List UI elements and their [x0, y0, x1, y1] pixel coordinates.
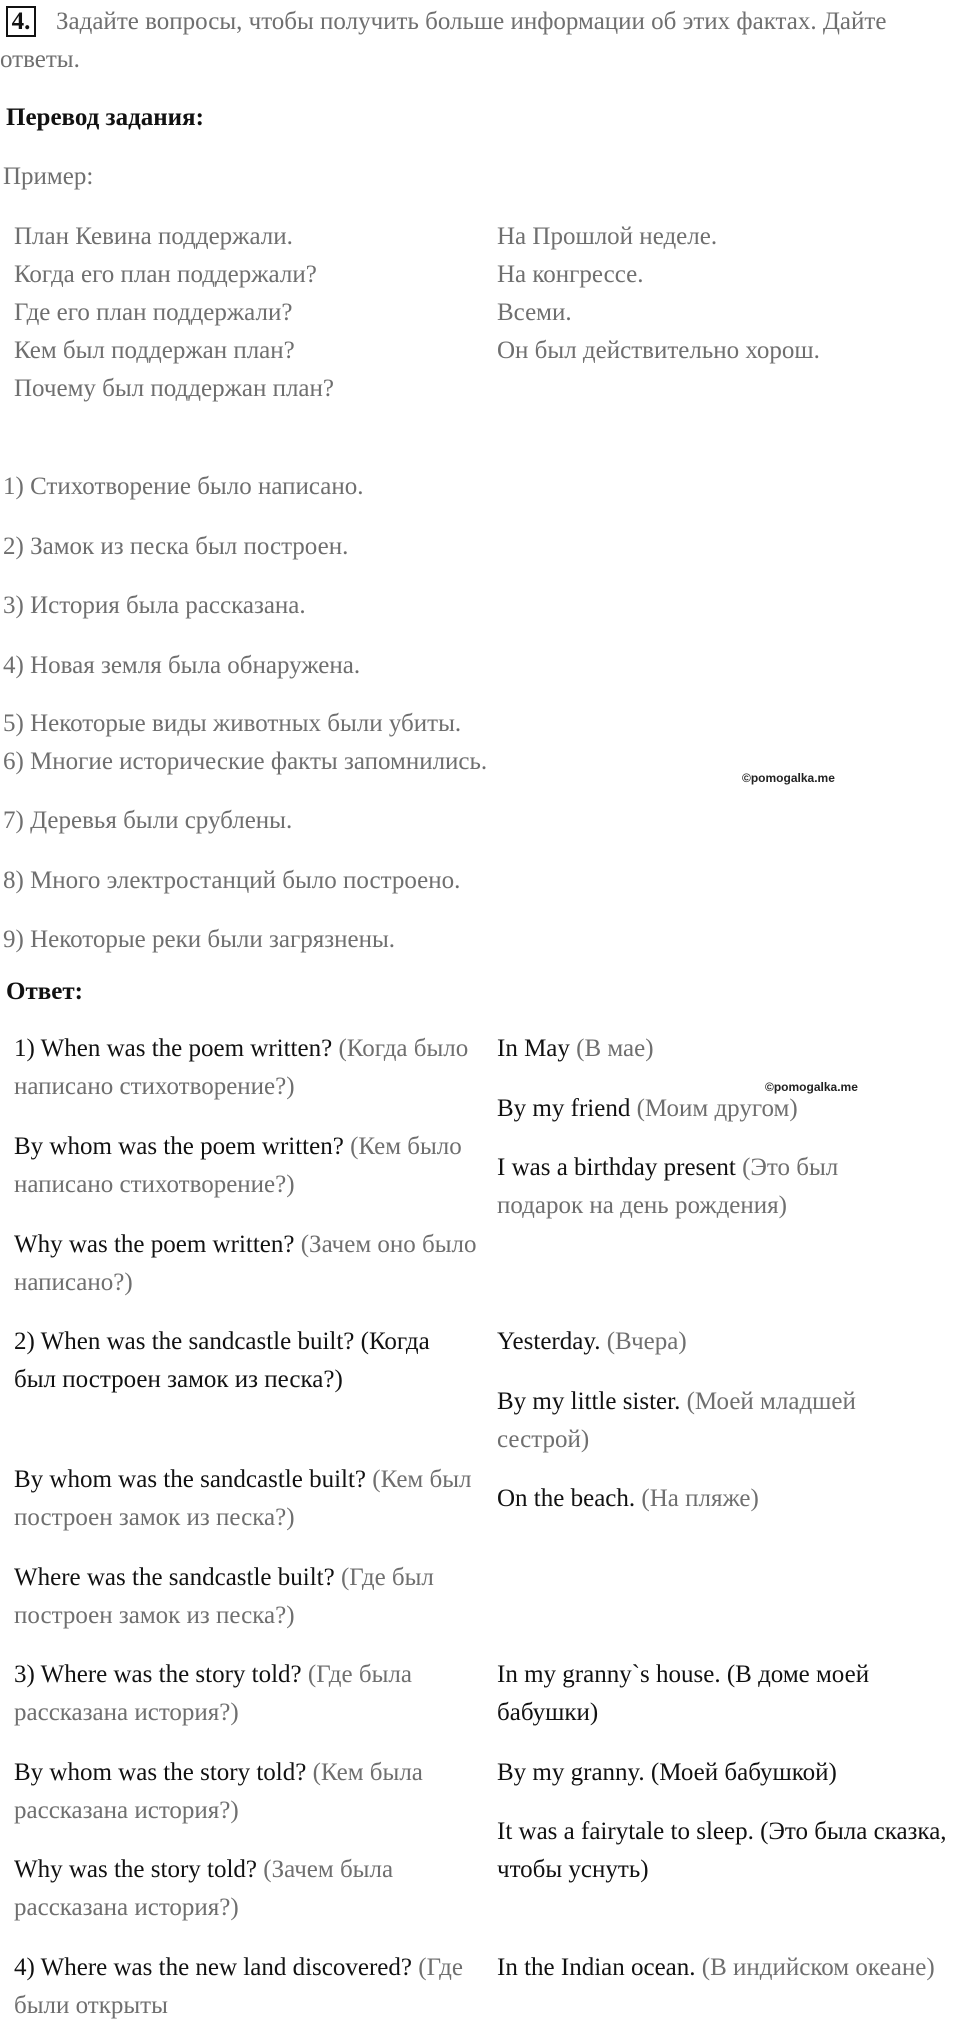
answer-2c	[497, 1480, 947, 1518]
answer-text: By my friend	[497, 1095, 631, 1122]
fact-item: 8) Много электростанций было построено.	[3, 867, 461, 894]
question-translation: (Кем была рассказана история?)	[14, 1759, 423, 1824]
answer-1a	[497, 1030, 947, 1068]
answer-text: On the beach.	[497, 1485, 636, 1512]
answer-text: It was a fairytale to sleep. (Это была сказка, чтобы уснуть)	[497, 1818, 947, 1883]
question-text: By whom was the poem written?	[14, 1133, 344, 1160]
question-1c	[14, 1226, 484, 1302]
answer-text: In my granny`s house. (В доме моей бабушки)	[497, 1661, 870, 1726]
fact-item: 6) Многие исторические факты запомнились.	[3, 748, 488, 775]
task-number: 4.	[6, 6, 36, 37]
question-3a	[14, 1656, 484, 1732]
question-translation: (Кем был построен замок из песка?)	[14, 1466, 472, 1531]
answer-translation: (В мае)	[569, 1035, 654, 1062]
question-3b	[14, 1754, 484, 1830]
answer-text: Yesterday.	[497, 1328, 601, 1355]
example-left-column	[14, 218, 334, 408]
example-right-line: На конгрессе.	[497, 261, 644, 288]
question-1b	[14, 1128, 484, 1204]
fact-item: 3) История была рассказана.	[3, 592, 306, 619]
question-translation: (Зачем оно было написано?)	[14, 1231, 477, 1296]
fact-item: 2) Замок из песка был построен.	[3, 533, 349, 560]
example-right-line: Он был действительно хорош.	[497, 337, 820, 364]
question-text: 1) When was the poem written?	[14, 1035, 333, 1062]
answer-translation: (Моим другом)	[630, 1095, 798, 1122]
answer-1c	[497, 1149, 927, 1225]
question-2b	[14, 1461, 484, 1537]
question-1a	[14, 1030, 484, 1106]
example-right-line: Всеми.	[497, 299, 572, 326]
question-text: By whom was the story told?	[14, 1759, 307, 1786]
fact-item: 4) Новая земля была обнаружена.	[3, 652, 361, 679]
answer-text: In May	[497, 1035, 570, 1062]
answer-3c	[497, 1813, 947, 1889]
question-3c	[14, 1851, 484, 1927]
answer-translation: (Вчера)	[600, 1328, 687, 1355]
watermark-text: ©pomogalka.me	[742, 771, 835, 785]
answer-3a	[497, 1656, 947, 1732]
answer-1b	[497, 1090, 947, 1128]
example-left-line: Почему был поддержан план?	[14, 375, 335, 402]
question-2c	[14, 1559, 484, 1635]
answer-text: By my granny. (Моей бабушкой)	[497, 1759, 837, 1786]
answer-text: By my little sister.	[497, 1388, 681, 1415]
question-text: Why was the story told?	[14, 1856, 258, 1883]
task-instruction: Задайте вопросы, чтобы получить больше информации об этих фактах. Дайте ответы.	[0, 8, 887, 73]
example-right-column	[497, 218, 820, 370]
question-text: Why was the poem written?	[14, 1231, 295, 1258]
question-translation: (Где был построен замок из песка?)	[14, 1564, 434, 1629]
question-text: By whom was the sandcastle built?	[14, 1466, 367, 1493]
example-label: Пример:	[3, 163, 94, 190]
answer-translation: (Моей младшей сестрой)	[497, 1388, 856, 1453]
question-translation: (Когда было написано стихотворение?)	[14, 1035, 469, 1100]
watermark-text: ©pomogalka.me	[765, 1080, 858, 1094]
answer-translation: (В индийском океане)	[695, 1954, 935, 1981]
question-text: Where was the sandcastle built?	[14, 1564, 335, 1591]
answer-3b	[497, 1754, 947, 1792]
example-left-line: План Кевина поддержали.	[14, 223, 293, 250]
answer-2b	[497, 1383, 947, 1459]
question-text: 2) When was the sandcastle built? (Когда был построен замок из песка?)	[14, 1328, 430, 1393]
question-text: 3) Where was the story told?	[14, 1661, 302, 1688]
answer-translation: (На пляже)	[635, 1485, 759, 1512]
question-translation: (Где были открыты	[14, 1954, 463, 2019]
answer-text: In the Indian ocean.	[497, 1954, 696, 1981]
question-2a	[14, 1323, 444, 1399]
answer-heading: Ответ:	[6, 978, 83, 1005]
question-translation: (Где была рассказана история?)	[14, 1661, 412, 1726]
question-4a	[14, 1949, 484, 2025]
answer-text: I was a birthday present	[497, 1154, 736, 1181]
translation-heading: Перевод задания:	[6, 104, 204, 131]
question-translation: (Зачем была рассказана история?)	[14, 1856, 394, 1921]
answer-4a	[497, 1949, 947, 1987]
fact-item: 9) Некоторые реки были загрязнены.	[3, 926, 396, 953]
example-left-line: Где его план поддержали?	[14, 299, 293, 326]
example-left-line: Когда его план поддержали?	[14, 261, 317, 288]
answer-translation: (Это был подарок на день рождения)	[497, 1154, 839, 1219]
fact-item: 7) Деревья были срублены.	[3, 807, 293, 834]
fact-item: 5) Некоторые виды животных были убиты.	[3, 710, 462, 737]
question-text: 4) Where was the new land discovered?	[14, 1954, 412, 1981]
question-translation: (Кем было написано стихотворение?)	[14, 1133, 462, 1198]
answer-2a	[497, 1323, 947, 1361]
example-right-line: На Прошлой неделе.	[497, 223, 718, 250]
fact-item: 1) Стихотворение было написано.	[3, 473, 364, 500]
example-left-line: Кем был поддержан план?	[14, 337, 295, 364]
